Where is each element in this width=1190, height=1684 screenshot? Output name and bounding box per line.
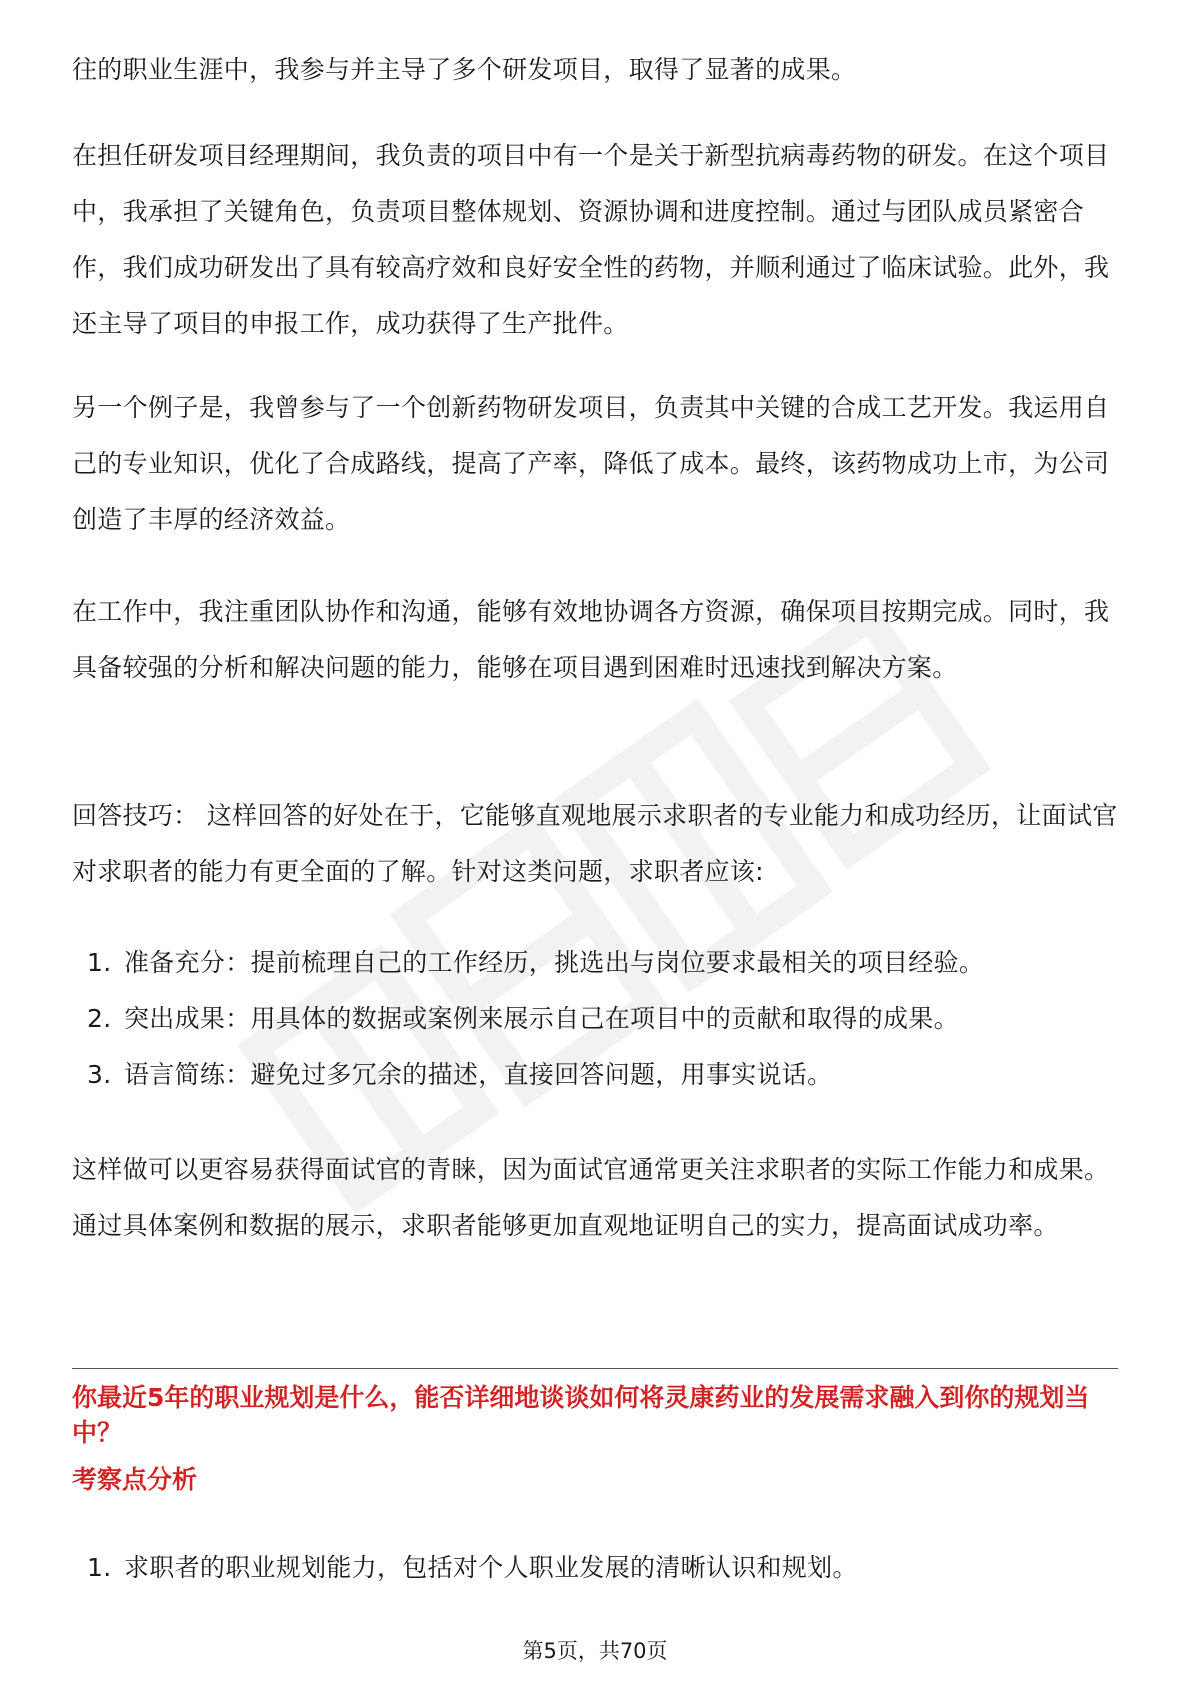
- paragraph-teamwork: 在工作中，我注重团队协作和沟通，能够有效地协调各方资源，确保项目按期完成。同时，我具备较强的分析和解决问题的能力，能够在项目遇到困难时迅速找到解决方案。: [72, 597, 1110, 682]
- page-number-footer: 第5页，共70页: [522, 1639, 668, 1663]
- tips-list: [72, 935, 1118, 1103]
- list-item: [72, 1540, 1118, 1596]
- list-item-text: 求职者的职业规划能力，包括对个人职业发展的清晰认识和规划。: [124, 1553, 858, 1582]
- list-item: [72, 935, 1118, 991]
- section-divider: [72, 1368, 1118, 1369]
- list-item-number: 2.: [87, 1004, 112, 1033]
- analysis-heading: 考察点分析: [72, 1465, 198, 1494]
- list-item-text: 语言简练：避免过多冗余的描述，直接回答问题，用事实说话。: [124, 1060, 833, 1089]
- paragraph-answer-tips: 回答技巧： 这样回答的好处在于，它能够直观地展示求职者的专业能力和成功经历，让面试官对求职者的能力有更全面的了解。针对这类问题，求职者应该:: [72, 801, 1118, 886]
- list-item: [72, 1047, 1118, 1103]
- list-item-number: 1.: [87, 1553, 112, 1582]
- list-item-text: 准备充分：提前梳理自己的工作经历，挑选出与岗位要求最相关的项目经验。: [124, 948, 985, 977]
- paragraph-intro-continued: 往的职业生涯中，我参与并主导了多个研发项目，取得了显著的成果。: [72, 55, 857, 84]
- list-item-number: 3.: [87, 1060, 112, 1089]
- interview-question: 你最近5年的职业规划是什么，能否详细地谈谈如何将灵康药业的发展需求融入到你的规划当中？: [72, 1383, 1090, 1447]
- list-item: [72, 991, 1118, 1047]
- list-item-number: 1.: [87, 948, 112, 977]
- paragraph-conclusion: 这样做可以更容易获得面试官的青睐，因为面试官通常更关注求职者的实际工作能力和成果。通过具体案例和数据的展示，求职者能够更加直观地证明自己的实力，提高面试成功率。: [72, 1155, 1110, 1240]
- analysis-list: [72, 1540, 1118, 1596]
- paragraph-antiviral-project: 在担任研发项目经理期间，我负责的项目中有一个是关于新型抗病毒药物的研发。在这个项目中，我承担了关键角色，负责项目整体规划、资源协调和进度控制。通过与团队成员紧密合作，我们成功研发出了具有较高疗效和良好安全性的药物，并顺利通过了临床试验。此外，我还主导了项目的申报工作，成功获得了生产批件。: [72, 141, 1110, 338]
- paragraph-innovative-drug-project: 另一个例子是，我曾参与了一个创新药物研发项目，负责其中关键的合成工艺开发。我运用自己的专业知识，优化了合成路线，提高了产率，降低了成本。最终，该药物成功上市，为公司创造了丰厚的经济效益。: [72, 393, 1110, 534]
- list-item-text: 突出成果：用具体的数据或案例来展示自己在项目中的贡献和取得的成果。: [124, 1004, 959, 1033]
